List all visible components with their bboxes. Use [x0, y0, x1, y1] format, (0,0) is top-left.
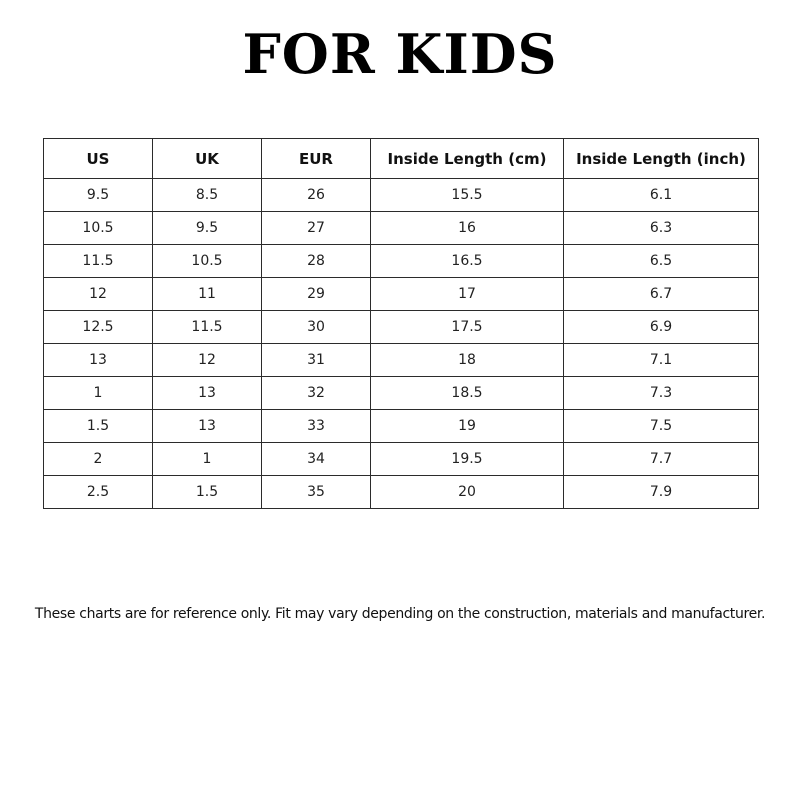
- cell-length-inch: 7.5: [564, 410, 759, 443]
- size-chart-table: [43, 138, 759, 509]
- cell-us: 2: [44, 443, 153, 476]
- page-title: FOR KIDS: [242, 22, 558, 86]
- cell-eur: 27: [262, 212, 371, 245]
- cell-uk: 12: [153, 344, 262, 377]
- table-row: [44, 278, 759, 311]
- cell-uk: 13: [153, 410, 262, 443]
- cell-eur: 28: [262, 245, 371, 278]
- cell-eur: 30: [262, 311, 371, 344]
- cell-length-cm: 18.5: [371, 377, 564, 410]
- cell-eur: 29: [262, 278, 371, 311]
- column-header-eur: EUR: [262, 139, 371, 179]
- cell-length-inch: 7.9: [564, 476, 759, 509]
- cell-uk: 11: [153, 278, 262, 311]
- cell-length-inch: 6.1: [564, 179, 759, 212]
- cell-eur: 34: [262, 443, 371, 476]
- cell-length-inch: 6.5: [564, 245, 759, 278]
- cell-length-inch: 7.1: [564, 344, 759, 377]
- cell-us: 1.5: [44, 410, 153, 443]
- cell-length-cm: 19: [371, 410, 564, 443]
- table-row: [44, 212, 759, 245]
- cell-length-cm: 17.5: [371, 311, 564, 344]
- cell-us: 13: [44, 344, 153, 377]
- cell-length-inch: 6.3: [564, 212, 759, 245]
- cell-eur: 32: [262, 377, 371, 410]
- cell-length-cm: 20: [371, 476, 564, 509]
- table-body: [44, 179, 759, 509]
- cell-length-inch: 6.9: [564, 311, 759, 344]
- cell-us: 9.5: [44, 179, 153, 212]
- cell-length-inch: 7.3: [564, 377, 759, 410]
- column-header-us: US: [44, 139, 153, 179]
- cell-length-cm: 19.5: [371, 443, 564, 476]
- table-row: [44, 245, 759, 278]
- cell-us: 1: [44, 377, 153, 410]
- table-row: [44, 311, 759, 344]
- cell-eur: 33: [262, 410, 371, 443]
- cell-length-cm: 16: [371, 212, 564, 245]
- cell-uk: 13: [153, 377, 262, 410]
- cell-us: 10.5: [44, 212, 153, 245]
- cell-uk: 1.5: [153, 476, 262, 509]
- cell-length-inch: 7.7: [564, 443, 759, 476]
- cell-uk: 9.5: [153, 212, 262, 245]
- cell-us: 11.5: [44, 245, 153, 278]
- cell-us: 12: [44, 278, 153, 311]
- table-row: [44, 410, 759, 443]
- disclaimer-note: These charts are for reference only. Fit may vary depending on the construction, materials and manufacturer.: [34, 606, 766, 622]
- cell-uk: 8.5: [153, 179, 262, 212]
- cell-us: 2.5: [44, 476, 153, 509]
- cell-eur: 26: [262, 179, 371, 212]
- cell-length-inch: 6.7: [564, 278, 759, 311]
- table-row: [44, 476, 759, 509]
- cell-length-cm: 18: [371, 344, 564, 377]
- cell-uk: 11.5: [153, 311, 262, 344]
- column-header-uk: UK: [153, 139, 262, 179]
- cell-us: 12.5: [44, 311, 153, 344]
- table-header-row: [44, 139, 759, 179]
- cell-uk: 1: [153, 443, 262, 476]
- cell-length-cm: 17: [371, 278, 564, 311]
- cell-eur: 35: [262, 476, 371, 509]
- cell-length-cm: 15.5: [371, 179, 564, 212]
- cell-eur: 31: [262, 344, 371, 377]
- column-header-length-cm: Inside Length (cm): [371, 139, 564, 179]
- cell-length-cm: 16.5: [371, 245, 564, 278]
- table-row: [44, 179, 759, 212]
- table-row: [44, 377, 759, 410]
- column-header-length-inch: Inside Length (inch): [564, 139, 759, 179]
- cell-uk: 10.5: [153, 245, 262, 278]
- table-row: [44, 443, 759, 476]
- table-row: [44, 344, 759, 377]
